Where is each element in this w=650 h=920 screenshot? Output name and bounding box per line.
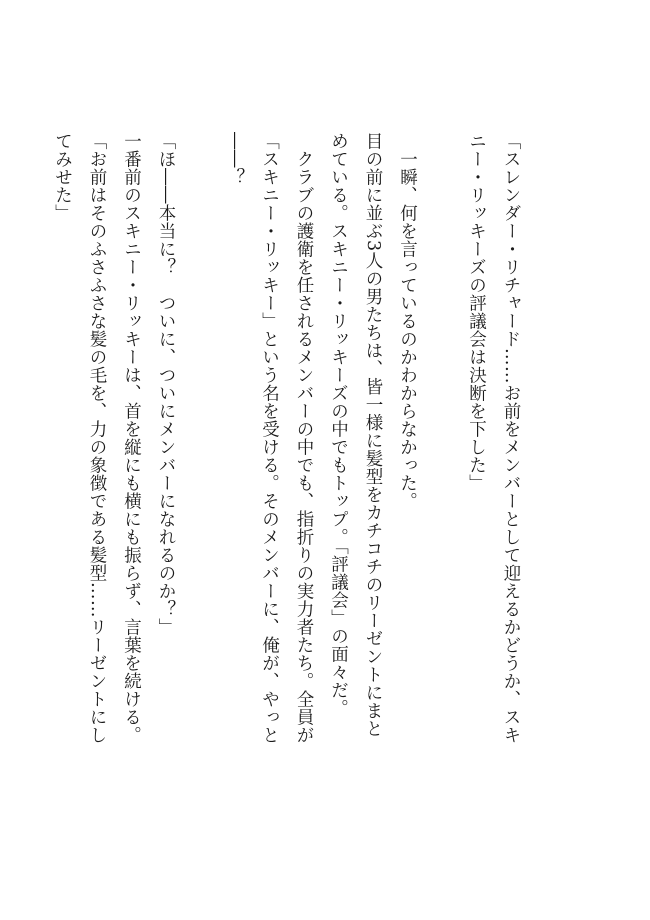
- narration-paragraph: クラブの護衛を任されるメンバーの中でも、指折りの実力者たち。全員が「スキニー・リッキー」という名を受ける。そのメンバーに、俺が、やっと――？: [225, 132, 314, 744]
- dialogue-paragraph: 「ほ――本当に？ ついに、ついにメンバーになれるのか？」: [156, 132, 176, 636]
- narration-paragraph: 一番前のスキニー・リッキーは、首を縦にも横にも振らず、言葉を続ける。: [121, 132, 142, 744]
- dialogue-paragraph: 「スレンダー・リチャード……お前をメンバーとして迎えるかどうか、スキニー・リッキーズの評議会は決断を下した」: [466, 132, 521, 744]
- narration-paragraph: 目の前に並ぶ3人の男たちは、皆一様に髪型をカチコチのリーゼントにまとめている。スキニー・リッキーズの中でもトップ。「評議会」の面々だ。: [328, 132, 383, 738]
- dialogue-paragraph: 「お前はそのふさふさな髪の毛を、力の象徴である髪型……リーゼントにしてみせた」: [52, 132, 107, 744]
- vertical-text-body: [45, 132, 528, 752]
- narration-paragraph: 一瞬、何を言っているのかわからなかった。: [397, 149, 418, 510]
